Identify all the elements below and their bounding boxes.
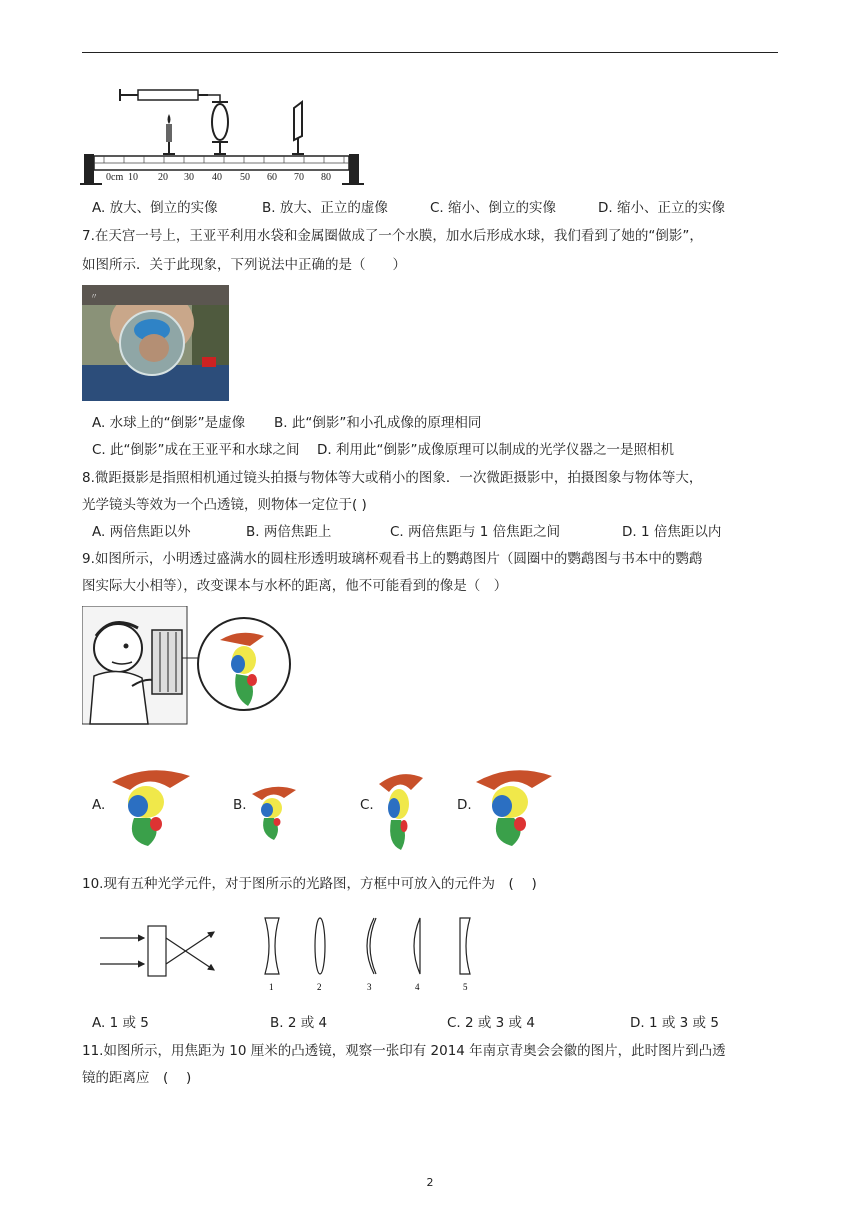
ruler-label: 60 bbox=[267, 172, 277, 183]
q7-option-b[interactable]: B. 此“倒影”和小孔成像的原理相同 bbox=[274, 415, 482, 431]
header-rule bbox=[82, 52, 778, 53]
water-ball-photo bbox=[82, 285, 229, 401]
ruler-label: 20 bbox=[158, 172, 168, 183]
ruler-label: 0cm bbox=[106, 172, 124, 183]
q7-option-d[interactable]: D. 利用此“倒影”成像原理可以制成的光学仪器之一是照相机 bbox=[317, 442, 674, 458]
parrot-d-image bbox=[472, 766, 554, 848]
page-number: 2 bbox=[426, 1176, 434, 1189]
ruler-label: 40 bbox=[212, 172, 222, 183]
q8-option-a[interactable]: A. 两倍焦距以外 bbox=[92, 524, 191, 540]
q8-stem-line2: 光学镜头等效为一个凸透镜，则物体一定位于( ) bbox=[82, 497, 367, 513]
lens-label: 3 bbox=[367, 982, 372, 992]
q9-option-c[interactable]: C. bbox=[360, 797, 374, 813]
boy-glass-parrot-figure bbox=[82, 606, 307, 730]
q6-option-a[interactable]: A. 放大、倒立的实像 bbox=[92, 200, 218, 216]
q9-option-b[interactable]: B. bbox=[233, 797, 247, 813]
lens-label: 4 bbox=[415, 982, 420, 992]
lens-5-icon bbox=[456, 916, 486, 996]
q11-stem-line1: 11.如图所示，用焦距为 10 厘米的凸透镜，观察一张印有 2014 年南京青奥会会徽的图片，此时图片到凸透 bbox=[82, 1043, 726, 1059]
ruler-label: 10 bbox=[128, 172, 138, 183]
q9-stem-line1: 9.如图所示，小明透过盛满水的圆柱形透明玻璃杯观看书上的鹦鹉图片（圆圈中的鹦鹉图与书本中的鹦鹉 bbox=[82, 551, 703, 567]
lens-4-icon bbox=[408, 916, 428, 996]
q6-option-d[interactable]: D. 缩小、正立的实像 bbox=[598, 200, 725, 216]
q10-option-d[interactable]: D. 1 或 3 或 5 bbox=[630, 1015, 719, 1031]
lens-label: 5 bbox=[463, 982, 468, 992]
optical-bench-figure bbox=[80, 80, 365, 190]
parrot-c-image bbox=[377, 770, 425, 852]
parrot-a-image bbox=[108, 766, 194, 848]
ruler-label: 70 bbox=[294, 172, 304, 183]
q7-stem-line1: 7.在天宫一号上，王亚平利用水袋和金属圈做成了一个水膜，加水后形成水球，我们看到了她的“倒影”， bbox=[82, 228, 703, 244]
parrot-b-image bbox=[250, 784, 298, 842]
q9-option-a[interactable]: A. bbox=[92, 797, 106, 813]
lens-3-icon bbox=[360, 916, 380, 996]
q10-stem: 10.现有五种光学元件，对于图所示的光路图，方框中可放入的元件为 ( ) bbox=[82, 876, 537, 892]
q9-option-d[interactable]: D. bbox=[457, 797, 472, 813]
q7-option-a[interactable]: A. 水球上的“倒影”是虚像 bbox=[92, 415, 246, 431]
q11-stem-line2: 镜的距离应 ( ) bbox=[82, 1070, 192, 1086]
lens-label: 1 bbox=[269, 982, 274, 992]
q8-option-d[interactable]: D. 1 倍焦距以内 bbox=[622, 524, 722, 540]
q8-option-c[interactable]: C. 两倍焦距与 1 倍焦距之间 bbox=[390, 524, 561, 540]
ray-diagram bbox=[96, 920, 222, 982]
lens-1-icon bbox=[262, 916, 282, 996]
ruler-label: 30 bbox=[184, 172, 194, 183]
q6-option-c[interactable]: C. 缩小、倒立的实像 bbox=[430, 200, 557, 216]
q6-option-b[interactable]: B. 放大、正立的虚像 bbox=[262, 200, 388, 216]
svg-text:〃: 〃 bbox=[90, 292, 98, 301]
q10-option-c[interactable]: C. 2 或 3 或 4 bbox=[447, 1015, 535, 1031]
q7-stem-line2: 如图所示．关于此现象，下列说法中正确的是（ ） bbox=[82, 257, 406, 273]
q8-stem-line1: 8.微距摄影是指照相机通过镜头拍摄与物体等大或稍小的图象．一次微距摄影中，拍摄图象与物体等大， bbox=[82, 470, 703, 486]
q9-stem-line2: 图实际大小相等），改变课本与水杯的距离，他不可能看到的像是（ ） bbox=[82, 578, 508, 594]
ruler-label: 50 bbox=[240, 172, 250, 183]
ruler-label: 80 bbox=[321, 172, 331, 183]
q10-option-b[interactable]: B. 2 或 4 bbox=[270, 1015, 328, 1031]
lens-label: 2 bbox=[317, 982, 322, 992]
q7-option-c[interactable]: C. 此“倒影”成在王亚平和水球之间 bbox=[92, 442, 300, 458]
lens-2-icon bbox=[310, 916, 330, 996]
q10-option-a[interactable]: A. 1 或 5 bbox=[92, 1015, 149, 1031]
q8-option-b[interactable]: B. 两倍焦距上 bbox=[246, 524, 332, 540]
